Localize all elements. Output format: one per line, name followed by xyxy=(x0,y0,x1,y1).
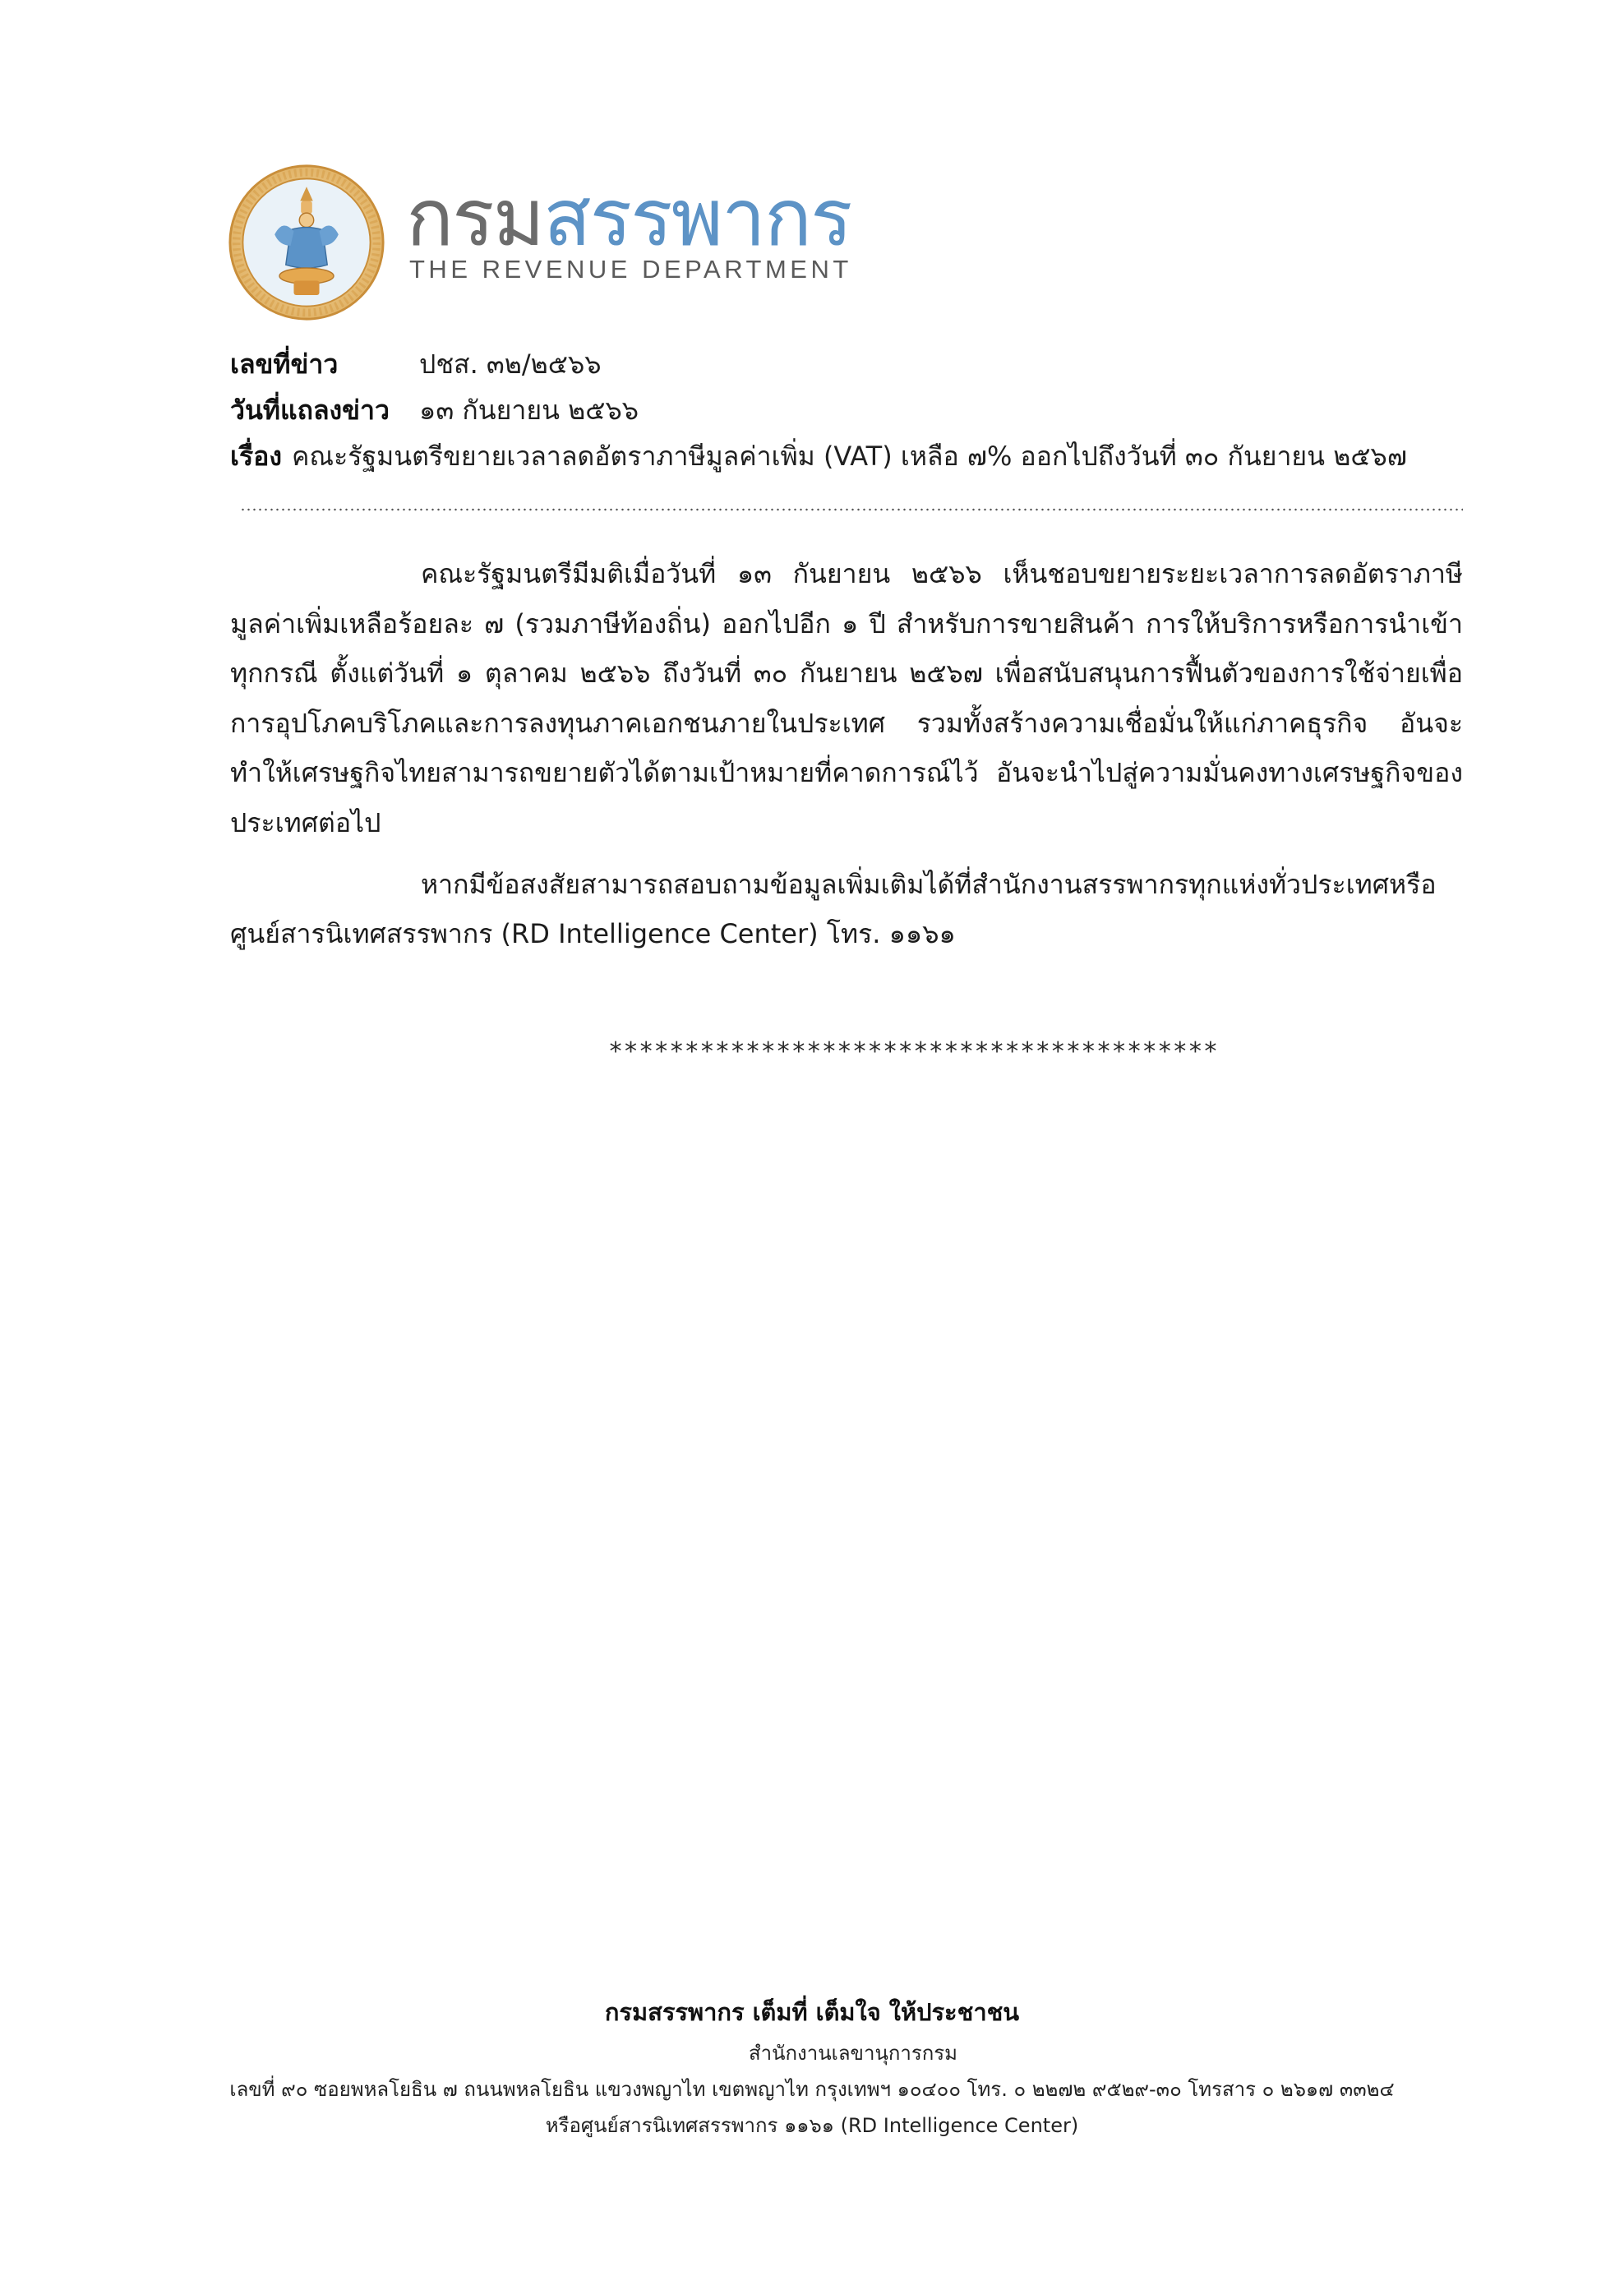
brand-name-english: THE REVENUE DEPARTMENT xyxy=(409,255,852,284)
footer-address: เลขที่ ๙๐ ซอยพหลโยธิน ๗ ถนนพหลโยธิน แขวงพญาไท เขตพญาไท กรุงเทพฯ ๑๐๔๐๐ โทร. ๐ ๒๒๗๒ ๙๕๒๙-๓๐ โทรสาร ๐ ๒๖๑๗ ๓๓๒๔ xyxy=(229,2078,1395,2101)
body-paragraph-2: หากมีข้อสงสัยสามารถสอบถามข้อมูลเพิ่มเติมได้ที่สำนักงานสรรพากรทุกแห่งทั่วประเทศหรือศูนย์สารนิเทศสรรพากร (RD Intelligence Center) โทร. ๑๑๖๑ xyxy=(230,868,1437,950)
release-body xyxy=(230,549,1463,959)
brand-name-thai xyxy=(406,173,851,263)
dotted-divider xyxy=(240,508,1463,511)
revenue-department-logo xyxy=(227,163,884,327)
subject-label: เรื่อง xyxy=(230,441,282,472)
footer xyxy=(0,1989,1624,2144)
release-meta xyxy=(230,344,1463,482)
footer-info-center: หรือศูนย์สารนิเทศสรรพากร ๑๑๖๑ (RD Intelligence Center) xyxy=(545,2114,1079,2137)
footer-office: สำนักงานเลขานุการกรม xyxy=(748,2042,957,2065)
footer-slogan: กรมสรรพากร เต็มที่ เต็มใจ ให้ประชาชน xyxy=(604,1998,1020,2026)
body-paragraph-1: คณะรัฐมนตรีมีมติเมื่อวันที่ ๑๓ กันยายน ๒๕๖๖ เห็นชอบขยายระยะเวลาการลดอัตราภาษีมูลค่าเพิ่มเหลือร้อยละ ๗ (รวมภาษีท้องถิ่น) ออกไปอีก ๑ ปี สำหรับการขายสินค้า การให้บริการหรือการนำเข้าทุกกรณี ตั้งแต่วันที่ ๑ ตุลาคม ๒๕๖๖ ถึงวันที่ ๓๐ กันยายน ๒๕๖๗ เพื่อสนับสนุนการฟื้นตัวของการใช้จ่ายเพื่อการอุปโภคบริโภคและการลงทุนภาคเอกชนภายในประเทศ รวมทั้งสร้างความเชื่อมั่นให้แก่ภาคธุรกิจ อันจะทำให้เศรษฐกิจไทยสามารถขยายตัวได้ตามเป้าหมายที่คาดการณ์ไว้ อันจะนำไปสู่ความมั่นคงทางเศรษฐกิจของประเทศต่อไป xyxy=(230,558,1463,838)
end-separator: **************************************** xyxy=(608,1037,1219,1066)
release-date-row xyxy=(230,390,1463,436)
brand-name-thai-part1: กรม xyxy=(406,172,543,264)
news-number-row xyxy=(230,344,1463,390)
release-date-label: วันที่แถลงข่าว xyxy=(230,395,390,426)
brand-name-thai-part2: สรรพากร xyxy=(542,172,851,264)
release-date-value: ๑๓ กันยายน ๒๕๖๖ xyxy=(419,395,639,426)
subject-value: คณะรัฐมนตรีขยายเวลาลดอัตราภาษีมูลค่าเพิ่ม (VAT) เหลือ ๗% ออกไปถึงวันที่ ๓๐ กันยายน ๒๕๖๗ xyxy=(291,441,1407,472)
news-number-label: เลขที่ข่าว xyxy=(230,349,339,380)
revenue-department-emblem-icon xyxy=(227,163,386,322)
news-number-value: ปชส. ๓๒/๒๕๖๖ xyxy=(419,349,602,380)
subject-row xyxy=(230,436,1463,482)
